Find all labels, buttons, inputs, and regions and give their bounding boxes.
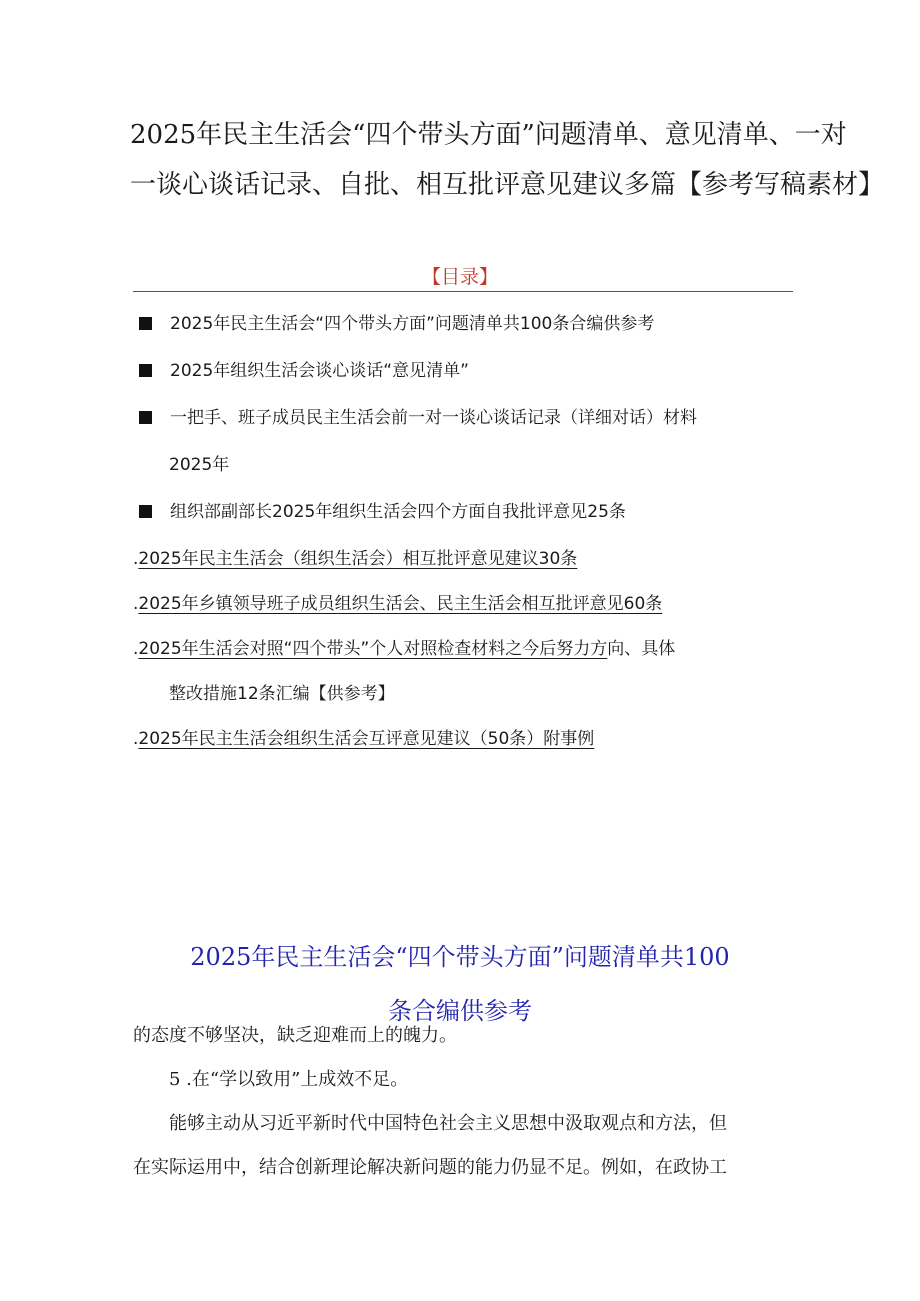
toc-item-label: 组织部副部长2025年组织生活会四个方面自我批评意见25条 — [170, 502, 626, 522]
title-line-1: 2025年民主生活会“四个带头方面”问题清单、意见清单、一对 — [130, 120, 847, 150]
toc-link-label[interactable]: 2025年生活会对照“四个带头”个人对照检查材料之今后努力方 — [138, 639, 608, 659]
toc-item[interactable] — [133, 494, 833, 541]
paragraph-line: 在实际运用中，结合创新理论解决新问题的能力仍显不足。例如，在政协工 — [133, 1157, 727, 1178]
paragraph-fragment: 的态度不够坚决，缺乏迎难而上的魄力。 — [133, 1025, 457, 1046]
toc-item-continuation — [133, 447, 833, 494]
paragraph-line: 能够主动从习近平新时代中国特色社会主义思想中汲取观点和方法，但 — [169, 1113, 727, 1134]
toc-link-prefix: . — [133, 549, 139, 569]
toc-link-tail: 向、具体 — [607, 639, 676, 659]
body-text — [133, 1014, 798, 1190]
toc-divider — [133, 291, 793, 292]
section-heading-line-1: 2025年民主生活会“四个带头方面”问题清单共100 — [190, 943, 730, 971]
toc-heading: 【目录】 — [421, 266, 498, 288]
square-bullet-icon — [139, 317, 152, 330]
toc-link-prefix: . — [133, 639, 139, 659]
document-title — [130, 110, 885, 210]
toc-link-prefix: . — [133, 729, 139, 749]
toc-item[interactable] — [133, 306, 833, 353]
toc-link-continuation — [133, 676, 833, 721]
square-bullet-icon — [139, 364, 152, 377]
toc-link-continuation-label: 整改措施12条汇编【供参考】 — [169, 684, 395, 704]
list-item-heading: 5 .在“学以致用”上成效不足。 — [169, 1069, 409, 1090]
toc-link[interactable] — [133, 631, 833, 676]
toc-link-label[interactable]: 2025年乡镇领导班子成员组织生活会、民主生活会相互批评意见60条 — [138, 594, 663, 614]
toc-item[interactable] — [133, 353, 833, 400]
table-of-contents — [133, 306, 833, 766]
section-heading-line-2: 条合编供参考 — [388, 997, 532, 1025]
title-line-2: 一谈心谈话记录、自批、相互批评意见建议多篇【参考写稿素材】 — [130, 170, 885, 200]
square-bullet-icon — [139, 505, 152, 518]
toc-link[interactable] — [133, 721, 833, 766]
toc-link-label[interactable]: 2025年民主生活会组织生活会互评意见建议（50条）附事例 — [138, 729, 595, 749]
toc-link-label[interactable]: 2025年民主生活会（组织生活会）相互批评意见建议30条 — [138, 549, 578, 569]
toc-item-label: 一把手、班子成员民主生活会前一对一谈心谈话记录（详细对话）材料 — [170, 408, 697, 428]
toc-item[interactable] — [133, 400, 833, 447]
toc-item-label: 2025年组织生活会谈心谈话“意见清单” — [170, 361, 469, 381]
toc-item-label: 2025年民主生活会“四个带头方面”问题清单共100条合编供参考 — [170, 314, 655, 334]
square-bullet-icon — [139, 411, 152, 424]
toc-link[interactable] — [133, 586, 833, 631]
toc-link[interactable] — [133, 541, 833, 586]
toc-item-continuation-label: 2025年 — [169, 455, 230, 475]
toc-link-prefix: . — [133, 594, 139, 614]
